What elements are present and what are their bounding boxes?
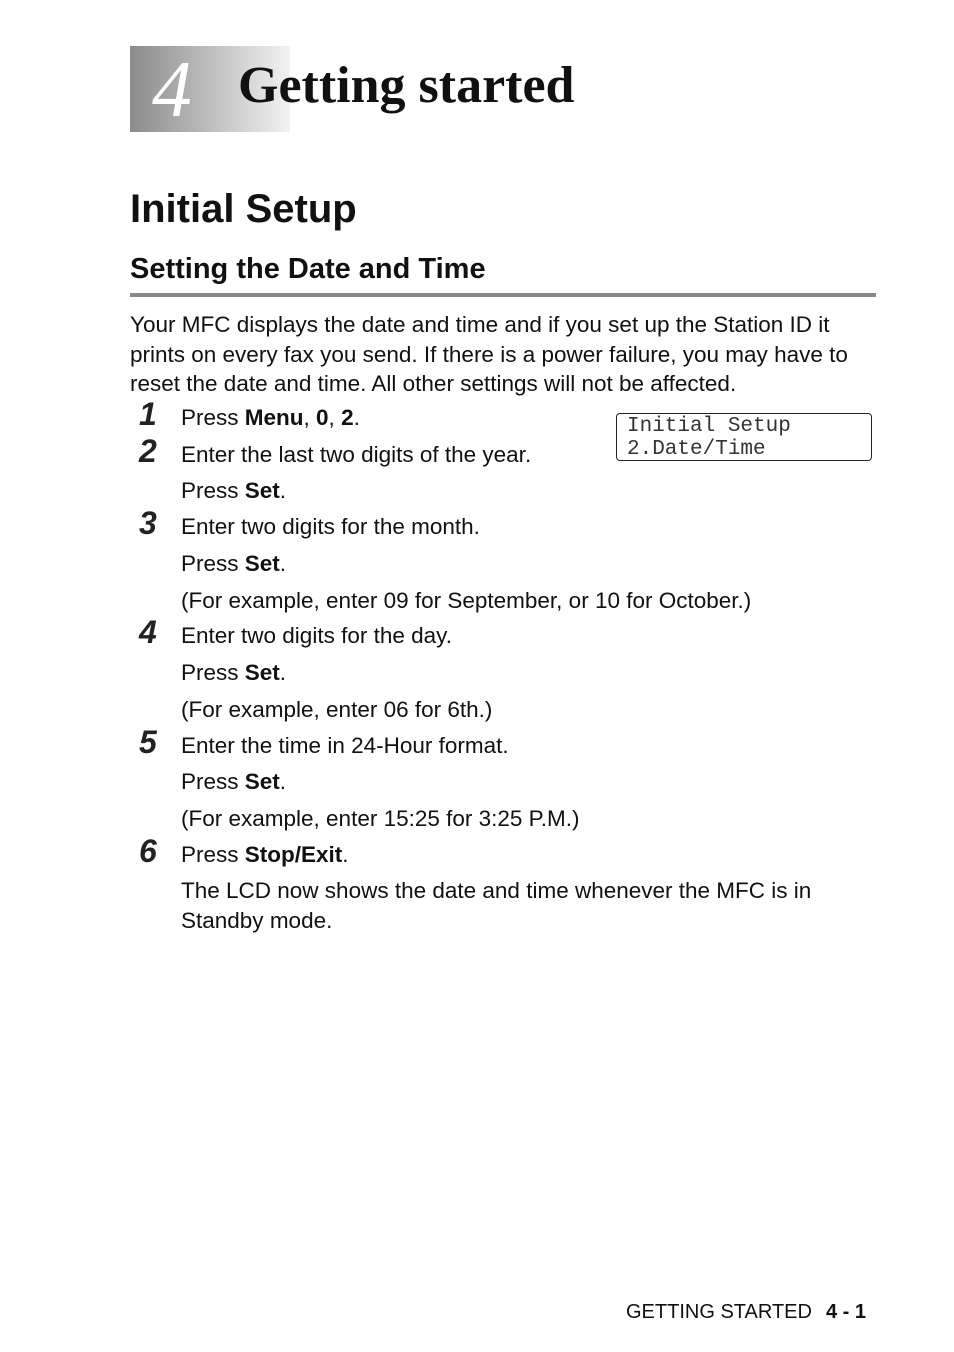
step-4-note: (For example, enter 06 for 6th.) <box>181 697 493 722</box>
lcd-line-2: 2.Date/Time <box>627 438 766 461</box>
footer-chapter-label: GETTING STARTED <box>626 1301 812 1323</box>
separator: , <box>303 405 317 430</box>
step-text: . <box>342 842 349 867</box>
key-menu: Menu <box>244 405 304 430</box>
chapter-title: Getting started <box>238 57 575 114</box>
separator: , <box>328 405 342 430</box>
step-number: 3 <box>139 505 157 541</box>
key-set: Set <box>244 660 280 685</box>
step-3-press <box>181 549 286 579</box>
step-text: . <box>279 478 287 503</box>
intro-paragraph: Your MFC displays the date and time and if you set up the Station ID it prints on every fax you send. If there is a power failure, you may have to reset the date and time. All other settings will not be affected. <box>130 312 848 396</box>
step-1-line <box>181 403 360 433</box>
step-2-text: Enter the last two digits of the year. <box>181 442 532 467</box>
page-number: 4 - 1 <box>825 1301 866 1323</box>
step-text: . <box>279 660 287 685</box>
step-6-note: The LCD now shows the date and time whenever the MFC is in Standby mode. <box>181 878 812 933</box>
step-3-text: Enter two digits for the month. <box>181 514 480 539</box>
key-stop-exit: Stop/Exit <box>244 842 343 867</box>
key-set: Set <box>244 551 280 576</box>
step-3-note: (For example, enter 09 for September, or 10 for October.) <box>181 588 752 613</box>
step-text: . <box>279 551 287 576</box>
step-number: 2 <box>139 433 157 469</box>
step-text: Press <box>181 551 245 576</box>
page-footer <box>626 1300 866 1324</box>
subsection-title: Setting the Date and Time <box>130 253 486 285</box>
step-5-text: Enter the time in 24-Hour format. <box>181 733 509 758</box>
step-text: . <box>279 769 287 794</box>
step-text: Press <box>181 660 245 685</box>
step-text: Press <box>181 405 245 430</box>
key-set: Set <box>244 769 280 794</box>
step-4-press <box>181 658 286 688</box>
section-divider <box>130 293 876 297</box>
step-number: 5 <box>139 724 157 760</box>
step-text: Press <box>181 769 245 794</box>
step-5-note: (For example, enter 15:25 for 3:25 P.M.) <box>181 806 580 831</box>
step-5-press <box>181 767 286 797</box>
lcd-line-1: Initial Setup <box>627 415 791 438</box>
step-text: Press <box>181 478 245 503</box>
step-6-press <box>181 840 349 870</box>
step-number: 4 <box>139 614 157 650</box>
step-4-text: Enter two digits for the day. <box>181 623 452 648</box>
key-0: 0 <box>316 405 329 430</box>
step-text: . <box>353 405 360 430</box>
step-number: 1 <box>139 396 157 432</box>
key-set: Set <box>244 478 280 503</box>
lcd-display <box>616 413 872 461</box>
chapter-number: 4 <box>152 46 192 134</box>
step-text: Press <box>181 842 245 867</box>
step-number: 6 <box>139 833 157 869</box>
step-2-press <box>181 476 286 506</box>
section-title: Initial Setup <box>130 187 357 231</box>
key-2: 2 <box>341 405 354 430</box>
